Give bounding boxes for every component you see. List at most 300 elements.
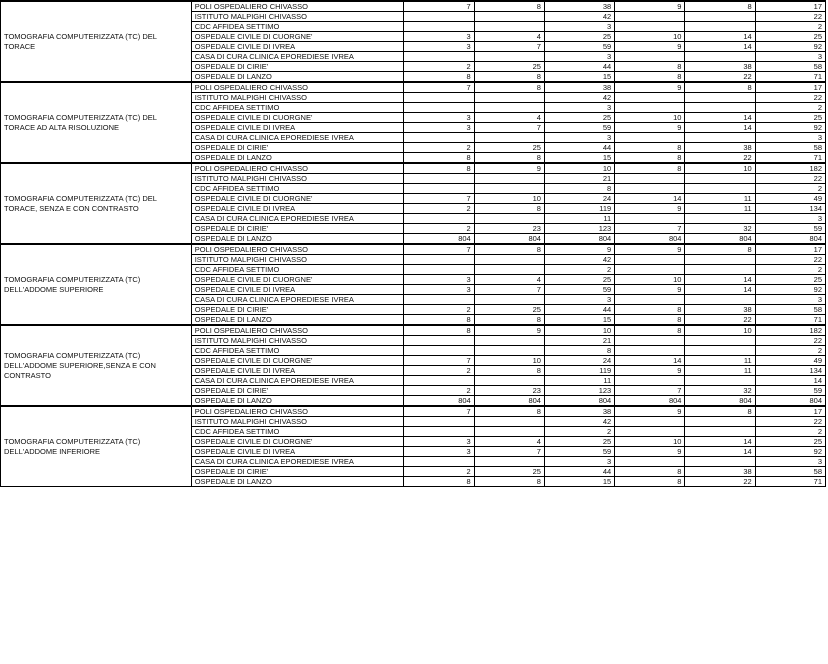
value-cell: 3 [404, 123, 474, 133]
table-row [1, 163, 826, 174]
value-cell: 49 [755, 194, 825, 204]
value-cell: 22 [685, 153, 755, 164]
value-cell: 8 [615, 153, 685, 164]
value-cell [474, 12, 544, 22]
value-cell: 15 [544, 72, 614, 83]
hospital-cell: OSPEDALE DI LANZO [191, 477, 404, 487]
value-cell: 8 [615, 305, 685, 315]
value-cell: 8 [404, 153, 474, 164]
value-cell: 9 [615, 406, 685, 417]
value-cell: 38 [685, 305, 755, 315]
value-cell: 71 [755, 315, 825, 326]
hospital-cell: POLI OSPEDALIERO CHIVASSO [191, 163, 404, 174]
value-cell: 22 [755, 336, 825, 346]
value-cell [474, 376, 544, 386]
hospital-cell: OSPEDALE CIVILE DI IVREA [191, 204, 404, 214]
value-cell: 3 [755, 214, 825, 224]
value-cell: 23 [474, 386, 544, 396]
value-cell [685, 457, 755, 467]
value-cell: 8 [404, 72, 474, 83]
table-row [1, 406, 826, 417]
value-cell [404, 174, 474, 184]
value-cell: 804 [615, 396, 685, 407]
value-cell: 2 [544, 427, 614, 437]
value-cell [685, 265, 755, 275]
value-cell: 3 [404, 42, 474, 52]
value-cell: 42 [544, 12, 614, 22]
value-cell: 38 [685, 62, 755, 72]
value-cell: 804 [755, 234, 825, 245]
value-cell: 7 [404, 356, 474, 366]
value-cell: 3 [544, 22, 614, 32]
value-cell [615, 255, 685, 265]
value-cell: 3 [404, 447, 474, 457]
value-cell: 25 [474, 143, 544, 153]
value-cell: 8 [474, 366, 544, 376]
value-cell [685, 255, 755, 265]
value-cell: 3 [544, 457, 614, 467]
value-cell: 2 [404, 143, 474, 153]
exam-name-cell: TOMOGRAFIA COMPUTERIZZATA (TC) DELL'ADDOME INFERIORE [1, 406, 192, 487]
value-cell: 7 [404, 1, 474, 12]
value-cell: 38 [544, 1, 614, 12]
value-cell: 59 [755, 224, 825, 234]
value-cell: 10 [544, 325, 614, 336]
value-cell: 9 [615, 1, 685, 12]
value-cell [685, 376, 755, 386]
value-cell: 134 [755, 204, 825, 214]
value-cell: 92 [755, 285, 825, 295]
hospital-cell: POLI OSPEDALIERO CHIVASSO [191, 325, 404, 336]
value-cell [474, 174, 544, 184]
value-cell: 804 [615, 234, 685, 245]
value-cell: 14 [755, 376, 825, 386]
value-cell [474, 457, 544, 467]
value-cell: 9 [615, 366, 685, 376]
value-cell: 4 [474, 32, 544, 42]
value-cell: 3 [755, 457, 825, 467]
value-cell: 14 [685, 447, 755, 457]
value-cell: 38 [685, 467, 755, 477]
value-cell: 2 [404, 62, 474, 72]
value-cell [404, 336, 474, 346]
value-cell: 8 [404, 477, 474, 487]
hospital-cell: CDC AFFIDEA SETTIMO [191, 427, 404, 437]
value-cell: 10 [615, 113, 685, 123]
value-cell: 9 [544, 244, 614, 255]
value-cell: 44 [544, 467, 614, 477]
hospital-cell: CDC AFFIDEA SETTIMO [191, 265, 404, 275]
value-cell [404, 295, 474, 305]
value-cell [404, 103, 474, 113]
value-cell: 14 [685, 32, 755, 42]
value-cell [404, 417, 474, 427]
value-cell: 21 [544, 174, 614, 184]
value-cell [615, 214, 685, 224]
value-cell [615, 184, 685, 194]
hospital-cell: OSPEDALE CIVILE DI IVREA [191, 123, 404, 133]
value-cell: 11 [685, 204, 755, 214]
hospital-cell: ISTITUTO MALPIGHI CHIVASSO [191, 255, 404, 265]
hospital-cell: OSPEDALE DI LANZO [191, 315, 404, 326]
value-cell: 8 [474, 477, 544, 487]
value-cell: 22 [685, 477, 755, 487]
value-cell [615, 93, 685, 103]
value-cell [685, 427, 755, 437]
hospital-cell: CASA DI CURA CLINICA EPOREDIESE IVREA [191, 376, 404, 386]
hospital-cell: OSPEDALE CIVILE DI IVREA [191, 285, 404, 295]
value-cell: 32 [685, 386, 755, 396]
value-cell: 182 [755, 163, 825, 174]
value-cell: 8 [615, 315, 685, 326]
value-cell: 3 [404, 32, 474, 42]
value-cell [685, 295, 755, 305]
value-cell: 7 [404, 406, 474, 417]
value-cell [474, 417, 544, 427]
value-cell: 10 [685, 325, 755, 336]
value-cell: 2 [544, 265, 614, 275]
value-cell: 2 [404, 366, 474, 376]
hospital-cell: ISTITUTO MALPIGHI CHIVASSO [191, 93, 404, 103]
hospital-cell: OSPEDALE CIVILE DI IVREA [191, 447, 404, 457]
value-cell: 804 [755, 396, 825, 407]
value-cell: 24 [544, 194, 614, 204]
value-cell: 7 [474, 123, 544, 133]
value-cell: 2 [755, 265, 825, 275]
value-cell: 44 [544, 143, 614, 153]
hospital-cell: ISTITUTO MALPIGHI CHIVASSO [191, 12, 404, 22]
value-cell: 8 [474, 72, 544, 83]
value-cell: 2 [404, 467, 474, 477]
value-cell: 17 [755, 406, 825, 417]
value-cell: 9 [615, 82, 685, 93]
value-cell: 8 [544, 346, 614, 356]
value-cell [404, 265, 474, 275]
value-cell: 3 [544, 103, 614, 113]
hospital-cell: CDC AFFIDEA SETTIMO [191, 184, 404, 194]
value-cell [474, 427, 544, 437]
value-cell: 8 [544, 184, 614, 194]
value-cell: 9 [615, 204, 685, 214]
hospital-cell: ISTITUTO MALPIGHI CHIVASSO [191, 336, 404, 346]
table-row [1, 82, 826, 93]
value-cell: 11 [544, 214, 614, 224]
value-cell: 25 [755, 275, 825, 285]
hospital-cell: OSPEDALE DI LANZO [191, 234, 404, 245]
value-cell: 44 [544, 305, 614, 315]
value-cell [685, 52, 755, 62]
value-cell [685, 417, 755, 427]
value-cell: 32 [685, 224, 755, 234]
value-cell: 119 [544, 366, 614, 376]
table-row [1, 244, 826, 255]
exam-name-cell: TOMOGRAFIA COMPUTERIZZATA (TC) DEL TORACE AD ALTA RISOLUZIONE [1, 82, 192, 163]
value-cell [474, 255, 544, 265]
value-cell: 15 [544, 477, 614, 487]
value-cell: 22 [755, 417, 825, 427]
value-cell [404, 22, 474, 32]
hospital-cell: OSPEDALE CIVILE DI CUORGNE' [191, 32, 404, 42]
value-cell: 14 [685, 275, 755, 285]
value-cell [615, 22, 685, 32]
value-cell [615, 265, 685, 275]
value-cell: 8 [404, 315, 474, 326]
value-cell: 8 [474, 82, 544, 93]
value-cell: 9 [615, 447, 685, 457]
value-cell: 14 [615, 356, 685, 366]
value-cell: 2 [404, 386, 474, 396]
value-cell [404, 255, 474, 265]
value-cell [685, 12, 755, 22]
hospital-cell: CASA DI CURA CLINICA EPOREDIESE IVREA [191, 52, 404, 62]
value-cell: 17 [755, 82, 825, 93]
value-cell: 9 [615, 244, 685, 255]
value-cell: 17 [755, 244, 825, 255]
value-cell [404, 214, 474, 224]
value-cell: 804 [544, 396, 614, 407]
hospital-cell: OSPEDALE CIVILE DI IVREA [191, 42, 404, 52]
value-cell: 7 [474, 447, 544, 457]
value-cell: 15 [544, 315, 614, 326]
value-cell [474, 133, 544, 143]
hospital-cell: POLI OSPEDALIERO CHIVASSO [191, 1, 404, 12]
value-cell: 8 [685, 82, 755, 93]
value-cell [404, 93, 474, 103]
value-cell: 14 [685, 437, 755, 447]
value-cell: 119 [544, 204, 614, 214]
value-cell: 9 [615, 42, 685, 52]
value-cell [615, 174, 685, 184]
value-cell: 59 [544, 447, 614, 457]
hospital-cell: CDC AFFIDEA SETTIMO [191, 346, 404, 356]
exam-name-cell: TOMOGRAFIA COMPUTERIZZATA (TC) DELL'ADDOME SUPERIORE,SENZA E CON CONTRASTO [1, 325, 192, 406]
value-cell: 38 [544, 82, 614, 93]
value-cell: 92 [755, 42, 825, 52]
value-cell: 8 [474, 244, 544, 255]
value-cell: 10 [474, 194, 544, 204]
hospital-cell: OSPEDALE DI CIRIE' [191, 467, 404, 477]
value-cell [474, 93, 544, 103]
value-cell: 9 [615, 123, 685, 133]
value-cell: 9 [474, 325, 544, 336]
hospital-cell: CASA DI CURA CLINICA EPOREDIESE IVREA [191, 457, 404, 467]
value-cell: 2 [404, 204, 474, 214]
hospital-cell: OSPEDALE CIVILE DI CUORGNE' [191, 194, 404, 204]
value-cell: 2 [404, 305, 474, 315]
value-cell: 42 [544, 93, 614, 103]
value-cell: 804 [685, 396, 755, 407]
value-cell: 14 [685, 123, 755, 133]
value-cell: 8 [615, 72, 685, 83]
hospital-cell: OSPEDALE DI LANZO [191, 396, 404, 407]
value-cell: 25 [544, 437, 614, 447]
hospital-cell: POLI OSPEDALIERO CHIVASSO [191, 406, 404, 417]
value-cell [474, 22, 544, 32]
value-cell [685, 133, 755, 143]
value-cell: 25 [544, 275, 614, 285]
value-cell [615, 295, 685, 305]
value-cell: 7 [404, 194, 474, 204]
value-cell [685, 346, 755, 356]
value-cell: 58 [755, 305, 825, 315]
hospital-cell: OSPEDALE CIVILE DI CUORGNE' [191, 356, 404, 366]
value-cell [615, 427, 685, 437]
value-cell [615, 457, 685, 467]
hospital-cell: CDC AFFIDEA SETTIMO [191, 103, 404, 113]
value-cell: 22 [755, 93, 825, 103]
value-cell: 59 [544, 285, 614, 295]
value-cell: 8 [615, 477, 685, 487]
value-cell [685, 93, 755, 103]
value-cell: 4 [474, 275, 544, 285]
value-cell: 3 [755, 52, 825, 62]
value-cell: 22 [685, 315, 755, 326]
value-cell [685, 184, 755, 194]
value-cell: 10 [615, 32, 685, 42]
value-cell: 10 [544, 163, 614, 174]
value-cell: 21 [544, 336, 614, 346]
value-cell: 123 [544, 386, 614, 396]
value-cell: 71 [755, 477, 825, 487]
value-cell: 8 [404, 163, 474, 174]
hospital-cell: POLI OSPEDALIERO CHIVASSO [191, 82, 404, 93]
value-cell: 92 [755, 447, 825, 457]
value-cell: 3 [544, 133, 614, 143]
value-cell: 22 [755, 12, 825, 22]
value-cell: 9 [474, 163, 544, 174]
table-row [1, 1, 826, 12]
exam-name-cell: TOMOGRAFIA COMPUTERIZZATA (TC) DELL'ADDOME SUPERIORE [1, 244, 192, 325]
value-cell [404, 12, 474, 22]
value-cell: 38 [544, 406, 614, 417]
hospital-cell: OSPEDALE DI CIRIE' [191, 143, 404, 153]
value-cell [474, 295, 544, 305]
value-cell: 3 [544, 52, 614, 62]
value-cell: 2 [755, 346, 825, 356]
value-cell: 11 [685, 356, 755, 366]
value-cell: 14 [615, 194, 685, 204]
value-cell: 8 [474, 153, 544, 164]
value-cell [615, 12, 685, 22]
value-cell: 8 [615, 163, 685, 174]
value-cell: 11 [685, 194, 755, 204]
value-cell: 8 [474, 406, 544, 417]
value-cell: 59 [755, 386, 825, 396]
value-cell: 8 [474, 204, 544, 214]
hospital-cell: OSPEDALE CIVILE DI CUORGNE' [191, 113, 404, 123]
value-cell: 182 [755, 325, 825, 336]
value-cell: 3 [404, 275, 474, 285]
value-cell: 7 [615, 224, 685, 234]
value-cell: 71 [755, 153, 825, 164]
value-cell: 25 [755, 32, 825, 42]
hospital-cell: CASA DI CURA CLINICA EPOREDIESE IVREA [191, 295, 404, 305]
table-body [1, 1, 826, 487]
value-cell [685, 214, 755, 224]
value-cell: 38 [685, 143, 755, 153]
value-cell [404, 457, 474, 467]
value-cell: 8 [404, 325, 474, 336]
exam-name-cell: TOMOGRAFIA COMPUTERIZZATA (TC) DEL TORACE, SENZA E CON CONTRASTO [1, 163, 192, 244]
value-cell: 804 [544, 234, 614, 245]
hospital-cell: OSPEDALE DI CIRIE' [191, 305, 404, 315]
value-cell: 25 [755, 437, 825, 447]
value-cell: 14 [685, 113, 755, 123]
value-cell: 25 [544, 113, 614, 123]
value-cell: 3 [404, 437, 474, 447]
hospital-cell: CDC AFFIDEA SETTIMO [191, 22, 404, 32]
value-cell: 25 [755, 113, 825, 123]
value-cell [474, 214, 544, 224]
value-cell [404, 184, 474, 194]
table-row [1, 325, 826, 336]
value-cell: 59 [544, 123, 614, 133]
value-cell: 23 [474, 224, 544, 234]
value-cell [474, 346, 544, 356]
value-cell: 8 [615, 143, 685, 153]
value-cell: 7 [615, 386, 685, 396]
value-cell: 8 [615, 325, 685, 336]
value-cell [615, 133, 685, 143]
value-cell [615, 103, 685, 113]
value-cell [404, 52, 474, 62]
hospital-cell: OSPEDALE DI CIRIE' [191, 62, 404, 72]
value-cell [474, 336, 544, 346]
hospital-cell: OSPEDALE CIVILE DI CUORGNE' [191, 275, 404, 285]
value-cell [474, 103, 544, 113]
value-cell [474, 52, 544, 62]
value-cell: 11 [544, 376, 614, 386]
hospital-cell: OSPEDALE DI CIRIE' [191, 224, 404, 234]
value-cell: 7 [474, 42, 544, 52]
value-cell [404, 427, 474, 437]
hospital-cell: ISTITUTO MALPIGHI CHIVASSO [191, 174, 404, 184]
value-cell: 804 [685, 234, 755, 245]
value-cell: 59 [544, 42, 614, 52]
value-cell: 7 [404, 244, 474, 255]
value-cell [615, 336, 685, 346]
value-cell: 42 [544, 417, 614, 427]
value-cell: 10 [474, 356, 544, 366]
hospital-cell: OSPEDALE CIVILE DI IVREA [191, 366, 404, 376]
value-cell: 10 [685, 163, 755, 174]
value-cell [615, 346, 685, 356]
value-cell: 3 [755, 295, 825, 305]
value-cell: 22 [685, 72, 755, 83]
value-cell: 25 [474, 305, 544, 315]
value-cell [685, 103, 755, 113]
value-cell: 14 [685, 285, 755, 295]
value-cell: 24 [544, 356, 614, 366]
value-cell [615, 417, 685, 427]
value-cell: 58 [755, 143, 825, 153]
value-cell: 2 [755, 427, 825, 437]
value-cell: 2 [755, 103, 825, 113]
value-cell [685, 336, 755, 346]
value-cell [685, 174, 755, 184]
value-cell: 14 [685, 42, 755, 52]
value-cell: 58 [755, 467, 825, 477]
value-cell: 17 [755, 1, 825, 12]
value-cell: 8 [685, 244, 755, 255]
value-cell: 71 [755, 72, 825, 83]
value-cell: 2 [404, 224, 474, 234]
value-cell [474, 184, 544, 194]
value-cell: 134 [755, 366, 825, 376]
value-cell [615, 376, 685, 386]
value-cell: 8 [474, 315, 544, 326]
hospital-cell: OSPEDALE CIVILE DI CUORGNE' [191, 437, 404, 447]
